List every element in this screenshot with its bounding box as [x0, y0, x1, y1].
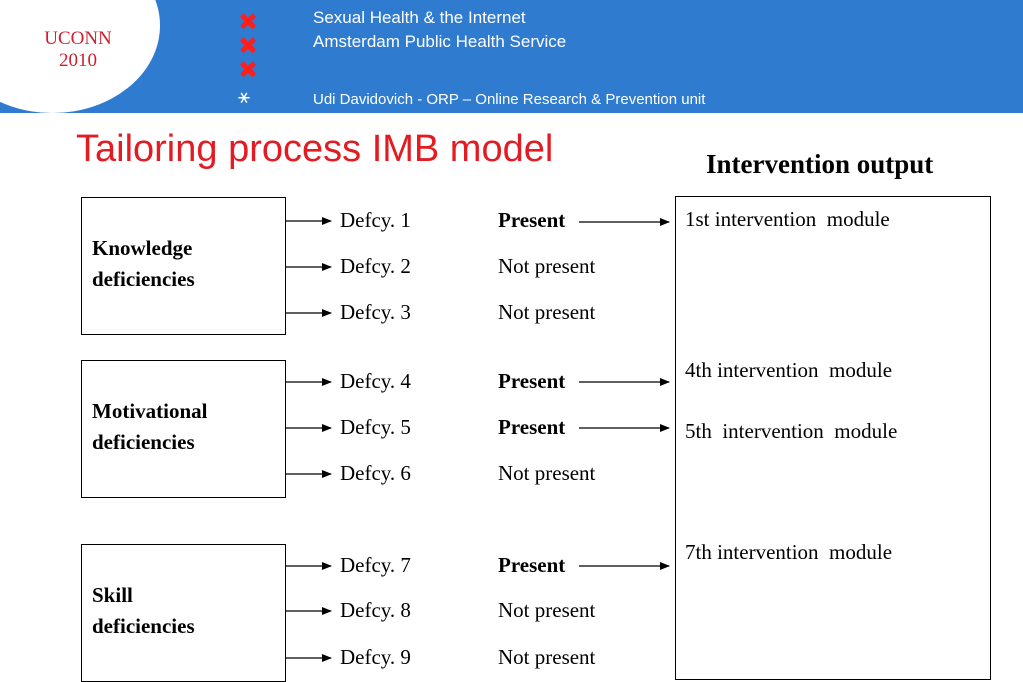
logo-line-2: 2010 — [59, 50, 97, 71]
output-title: Intervention output — [706, 149, 934, 179]
defcy-label: Defcy. 3 — [340, 300, 411, 324]
status-present: Present — [498, 208, 566, 232]
defcy-label: Defcy. 4 — [340, 369, 411, 393]
module-item: 4th intervention module — [685, 358, 893, 382]
cross-icon: ✖ — [238, 56, 259, 84]
category-label-line-2: deficiencies — [92, 267, 195, 291]
defcy-label: Defcy. 7 — [340, 553, 411, 577]
status-not-present: Not present — [498, 300, 596, 324]
category-label-line-2: deficiencies — [92, 430, 195, 454]
defcy-label: Defcy. 8 — [340, 598, 411, 622]
status-present: Present — [498, 553, 566, 577]
category-label-line-2: deficiencies — [92, 614, 195, 638]
ggd-emblem-icon: ⚹ — [238, 84, 250, 108]
status-not-present: Not present — [498, 598, 596, 622]
defcy-label: Defcy. 6 — [340, 461, 411, 485]
category-label-line-1: Knowledge — [92, 236, 193, 260]
defcy-label: Defcy. 5 — [340, 415, 411, 439]
header-line-3: Udi Davidovich - ORP – Online Research & Prevention unit — [313, 91, 706, 108]
defcy-label: Defcy. 2 — [340, 254, 411, 278]
module-item: 5th intervention module — [685, 419, 898, 443]
status-present: Present — [498, 415, 566, 439]
defcy-label: Defcy. 9 — [340, 645, 411, 669]
status-not-present: Not present — [498, 645, 596, 669]
module-item: 7th intervention module — [685, 540, 893, 564]
status-not-present: Not present — [498, 254, 596, 278]
logo-line-1: UCONN — [44, 28, 112, 49]
header-line-1: Sexual Health & the Internet — [313, 8, 526, 27]
status-present: Present — [498, 369, 566, 393]
module-item: 1st intervention module — [685, 207, 890, 231]
category-label-line-1: Skill — [92, 583, 133, 607]
defcy-label: Defcy. 1 — [340, 208, 411, 232]
category-label-line-1: Motivational — [92, 399, 208, 423]
header-line-2: Amsterdam Public Health Service — [313, 32, 567, 51]
cross-icon: ✖ — [238, 8, 259, 36]
status-not-present: Not present — [498, 461, 596, 485]
slide-title: Tailoring process IMB model — [76, 128, 554, 170]
cross-icon: ✖ — [238, 32, 259, 60]
